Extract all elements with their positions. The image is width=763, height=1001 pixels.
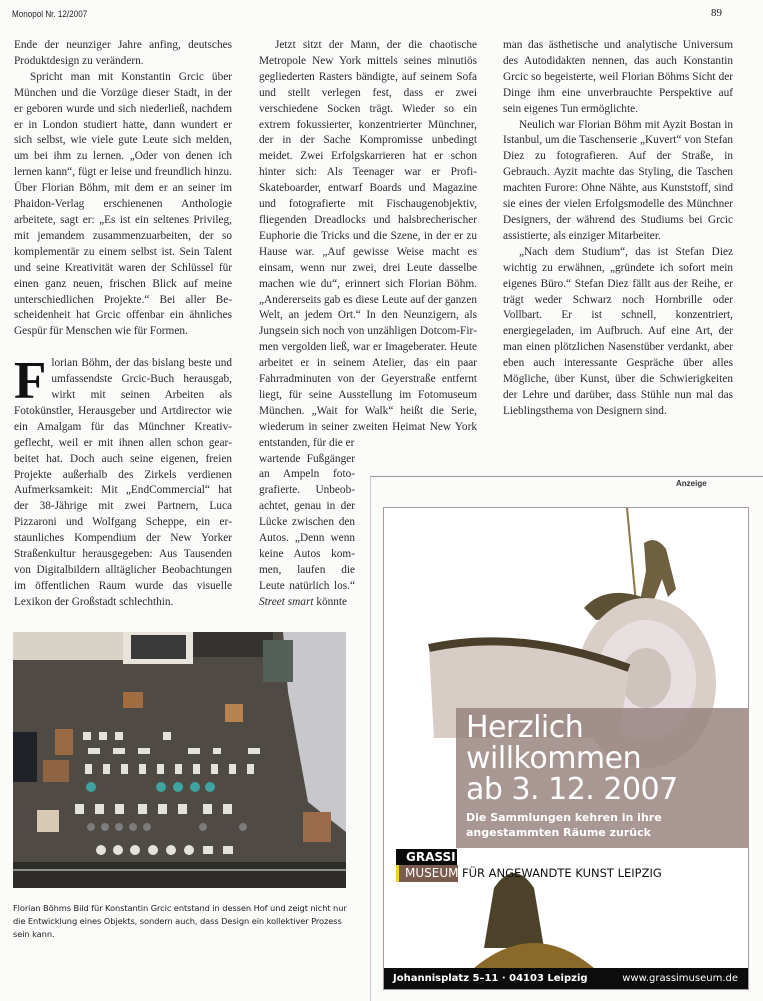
paragraph: Jetzt sitzt der Mann, der die chaotische Metropole New York mittels seines minutiös gegliederten Rasters bändigte, auf seinem Sofa und stellt verlegen fest, dass er zwei verschiedene Socken trägt. Wieder so ein extrem fokussierter, konzentrierter Münchner, der in der Sache Kompromisse unbedingt meidet. Zwei Erfolgskarrieren hat er schon hinter sich: Als Teenager war er Profi-Skateboarder, entwarf Boards und Magazine und fotografierte mit Fischaugenobjektiv, fliegenden Dreadlocks und halsbrecherischer Euphorie die Tricks und die Szene, in der er zu Hause war. „Auf gewisse Weise macht es einsam, wenn nur zwei, drei Leute dasselbe machen wie du“, erinnert sich Florian Böhm. „Andererseits gab es diese Leute auf der ganzen Welt, an jedem Ort.“ In den Neunzigern, als Jungsein sich noch von unzähligen Dotcom-Firmen vergolden ließ, war er Imageberater. Heute arbeitet er in seinem Atelier, das ein paar Fahrradminuten von der Geyerstraße entfernt liegt, für seine Ausstellung im Fotomuseum München. „Wait for Walk“ heißt die Serie, wiederum in seiner zweiten Heimat New York entstanden, für die er <box>259 39 477 449</box>
paragraph-text: wartende Fußgänger an Ampeln fotografierte. Unbeobachtet, genau in der Lücke zwischen den Autos. „Denn wenn keine Autos kommen, laufen die Leute natürlich los.“ <box>259 452 355 592</box>
ad-subline <box>466 810 662 840</box>
courtyard-photo <box>13 632 346 888</box>
paragraph: Spricht man mit Konstantin Grcic über München und die Vorzüge dieser Stadt, in der er geboren wurde und sich niederließ, nachdem er in London studiert hatte, dann wundert er sich selbst, wie viele gute Leute sich melden, um bei ihm zu lernen. „Oder von denen ich lernen kann“, fügt er leise und freundlich hinzu. Über Florian Böhm, mit dem er an seiner im Phaidon-Verlag erschienenen Anthologie arbeitete, sagt er: „Es ist ein seltenes Privileg, mit jemandem zusammenzuarbeiten, der so komplementär zu einem selbst ist. Sein Talent und seine Kreativität waren der Schlüssel für einen ganz neuen, frischen Blick auf meine unterschiedlichen Projekte.“ Bei aller Bescheidenheit hat Grcic offenbar ein ähnliches Gespür für Menschen wie für Formen. <box>14 70 232 338</box>
page-number: 89 <box>711 7 722 19</box>
paragraph-with-dropcap <box>14 352 232 611</box>
ad-footer <box>384 968 748 989</box>
grassi-logo-bottom: MUSEUM <box>396 865 458 882</box>
photo-caption: Florian Böhms Bild für Konstantin Grcic entstand in dessen Hof und zeigt nicht nur die Entwicklung eines Objekts, sondern auch, dass Design ein kollektiver Prozess sein kann. <box>13 903 347 939</box>
grassi-logo-top: GRASSI <box>396 849 457 865</box>
museum-full-name: FÜR ANGEWANDTE KUNST LEIPZIG <box>462 866 662 880</box>
advertisement-label: Anzeige <box>676 479 707 488</box>
paragraph-text: könnte <box>313 595 348 608</box>
italic-phrase: Street smart <box>259 595 314 608</box>
paragraph: Ende der neunziger Jahre anfing, deutsches Produktdesign zu verändern. <box>14 39 232 67</box>
ad-headline <box>466 712 678 805</box>
paragraph-narrow <box>259 452 355 611</box>
article-column-3 <box>503 38 733 420</box>
paragraph: man das ästhetische und analytische Universum des Autodidakten nennen, das auch Konstantin Grcic so begeisterte, weil Florian Böhms Sicht der Dinge ihm eine unverbrauchte Perspektive auf sein eigenes Tun ermöglichte. <box>503 39 733 115</box>
paragraph: Neulich war Florian Böhm mit Ayzit Bostan in Istanbul, um die Taschenserie „Kuvert“ von Stefan Diez zu fotografieren. Auf der Straße, in Gebrauch. Ayzit machte das Styling, die Taschen machten Furore: Ohne Nähte, aus Kunststoff, sind sie eines der vielen Erfolgsmodelle des Münchner Designers, der während des Studiums bei Grcic assistierte, als einziger Mitarbeiter. <box>503 118 733 242</box>
paragraph-text: lorian Böhm, der das bislang beste und umfassendste Grcic-Buch herausgab, wirkt mit seinen Arbeiten als Fotokünstler, Herausgeber und Artdirector wie ein Amalgam für das Münchner Kreativgeflecht, weil er mit ihnen allen schon gearbeitet hat. Doch auch seine eigenen, freien Projekte außerhalb des Zirkels verdienen Aufmerksamkeit: Mit „EndCommercial“ hat der 38-Jährige mit zwei Partnern, Luca Pizzaroni und Wolfgang Scheppe, ein erstaunliches Kompendium der New Yorker Straßenkultur herausgegeben: Aus Tausenden von Digitalbildern alltäglicher Beobachtungen im öffentlichen Raum wurde das visuelle Lexikon der Großstadt schlechthin. <box>14 357 232 608</box>
dropcap-letter: F <box>14 352 47 411</box>
paragraph: „Nach dem Studium“, das ist Stefan Diez wichtig zu erwähnen, „gründete ich sofort mein eigenes Büro.“ Stefan Diez fällt aus der Reihe, er trägt weder Schwarz noch Hornbrille oder Vollbart. Er ist schnell, konzentriert, energiegeladen, im Aufbruch. Auf eine Art, der man einen plötzlichen Nasenstüber verdankt, aber eben auch interessante Gespräche über alles Mögliche, über Kunst, über die Schwierigkeiten der Lehre und darüber, dass Stühle nun mal das Lieblingsthema von Designern sind. <box>503 245 733 417</box>
museum-address: Johannisplatz 5–11 · 04103 Leipzig <box>393 973 588 984</box>
article-column-1 <box>14 38 232 611</box>
ad-headline-line: Herzlich <box>466 710 584 745</box>
ad-subline-line: Die Sammlungen kehren in ihre <box>466 811 662 824</box>
ad-subline-line: angestammten Räume zurück <box>466 826 651 839</box>
courtyard-photo-illustration <box>13 632 346 888</box>
running-header-magazine: Monopol Nr. 12/2007 <box>12 9 88 19</box>
grassi-museum-ad <box>383 507 749 990</box>
museum-website-link[interactable]: www.grassimuseum.de <box>622 973 738 984</box>
ad-headline-line: willkommen <box>466 741 642 776</box>
ad-headline-line: ab 3. 12. 2007 <box>466 772 678 807</box>
